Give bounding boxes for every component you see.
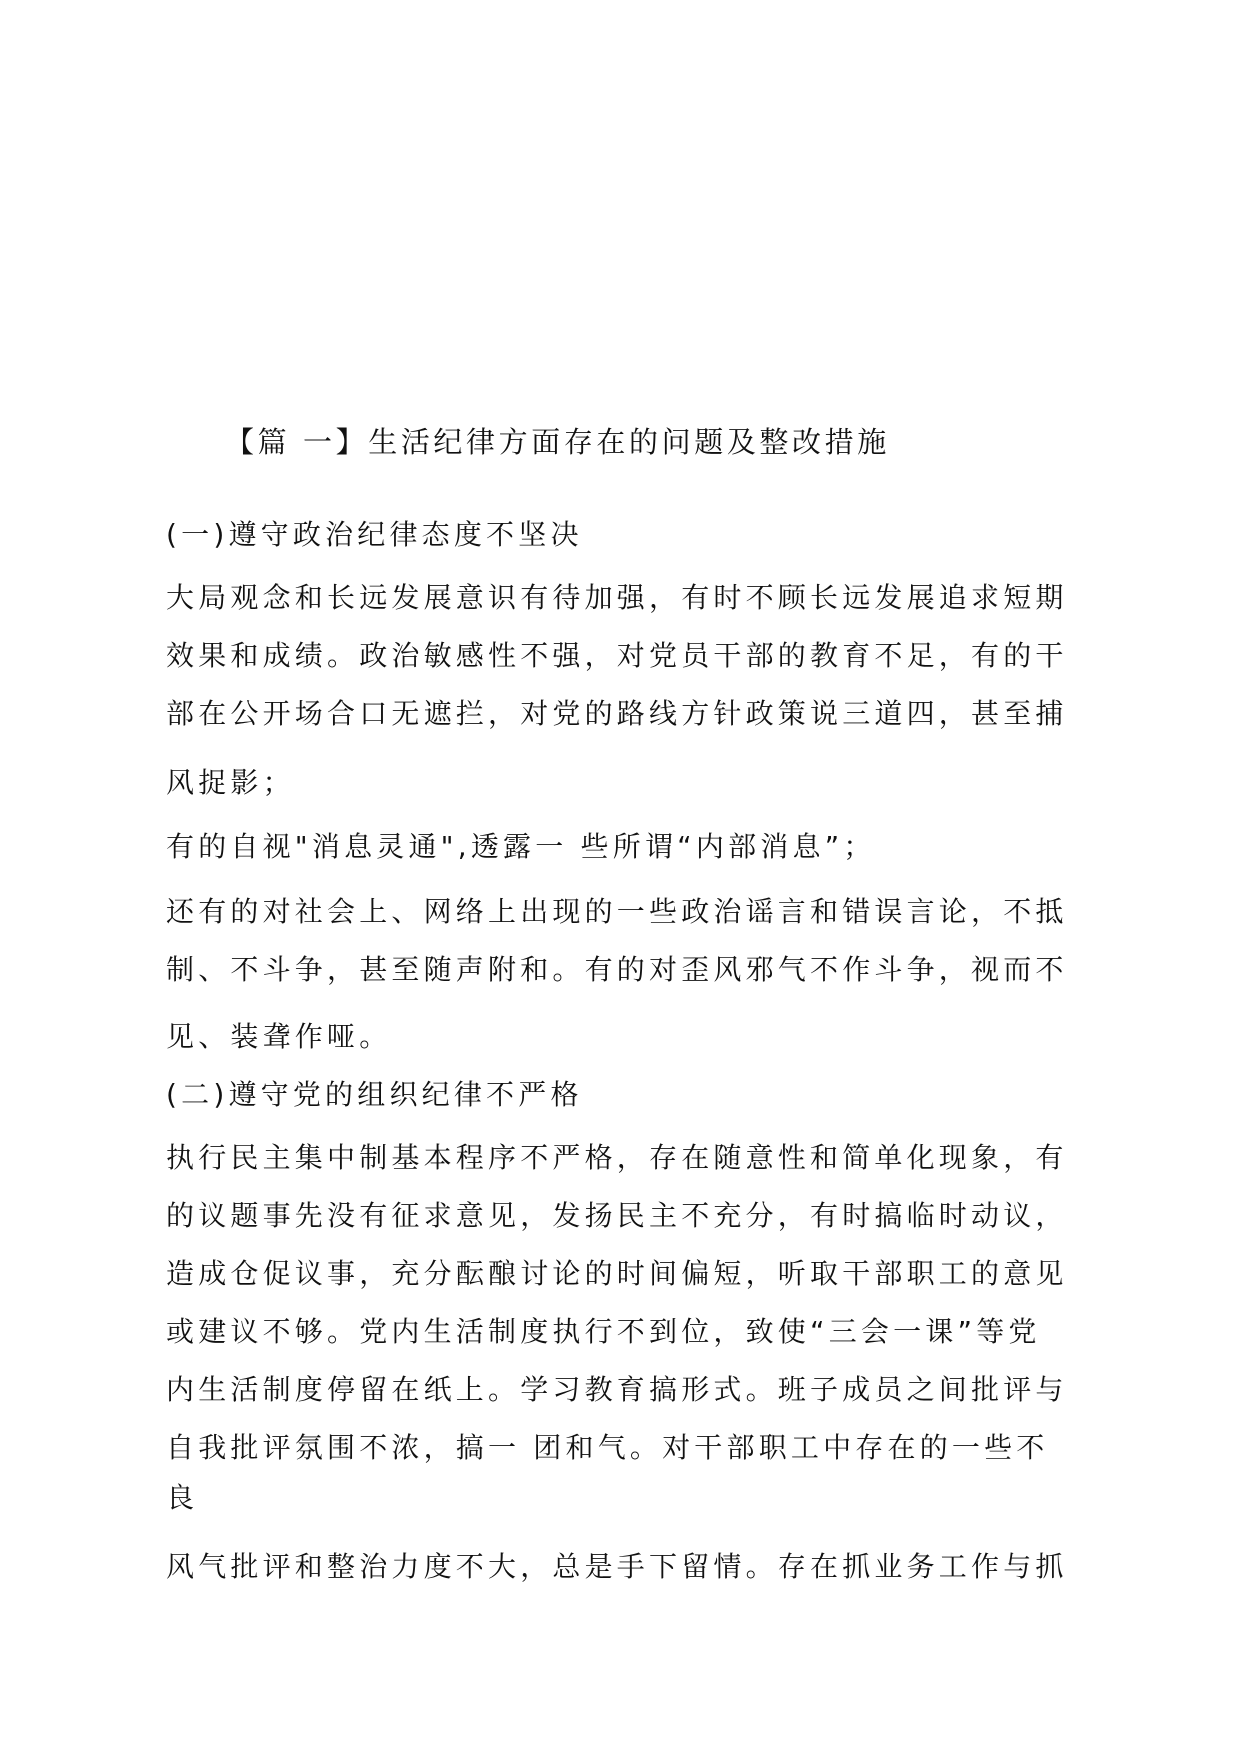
paragraph-line: 效果和成绩。政治敏感性不强，对党员干部的教育不足，有的干 — [166, 639, 1068, 672]
paragraph-line: 制、不斗争，甚至随声附和。有的对歪风邪气不作斗争，视而不 — [166, 953, 1068, 986]
section-heading-1: (一)遵守政治纪律态度不坚决 — [166, 518, 583, 551]
document-title: 【篇 一】生活纪律方面存在的问题及整改措施 — [225, 425, 890, 459]
paragraph-line: 自我批评氛围不浓，搞一 团和气。对干部职工中存在的一些不 — [166, 1431, 1049, 1464]
paragraph-line: 执行民主集中制基本程序不严格，存在随意性和简单化现象，有 — [166, 1141, 1068, 1174]
paragraph-line: 大局观念和长远发展意识有待加强，有时不顾长远发展追求短期 — [166, 581, 1068, 614]
paragraph-line: 良 — [166, 1481, 199, 1514]
paragraph-line: 风气批评和整治力度不大，总是手下留情。存在抓业务工作与抓 — [166, 1550, 1068, 1583]
paragraph-line: 风捉影； — [166, 766, 295, 799]
paragraph-line: 造成仓促议事，充分酝酿讨论的时间偏短，听取干部职工的意见 — [166, 1257, 1068, 1290]
paragraph-line: 部在公开场合口无遮拦，对党的路线方针政策说三道四，甚至捕 — [166, 697, 1068, 730]
paragraph-line: 的议题事先没有征求意见，发扬民主不充分，有时搞临时动议， — [166, 1199, 1068, 1232]
paragraph-line: 有的自视"消息灵通",透露一 些所谓“内部消息”； — [166, 830, 876, 863]
paragraph-line: 还有的对社会上、网络上出现的一些政治谣言和错误言论，不抵 — [166, 895, 1068, 928]
paragraph-line: 或建议不够。党内生活制度执行不到位，致使“三会一课”等党 — [166, 1315, 1041, 1348]
paragraph-line: 内生活制度停留在纸上。学习教育搞形式。班子成员之间批评与 — [166, 1373, 1068, 1406]
paragraph-line: 见、装聋作哑。 — [166, 1020, 392, 1053]
section-heading-2: (二)遵守党的组织纪律不严格 — [166, 1078, 583, 1111]
